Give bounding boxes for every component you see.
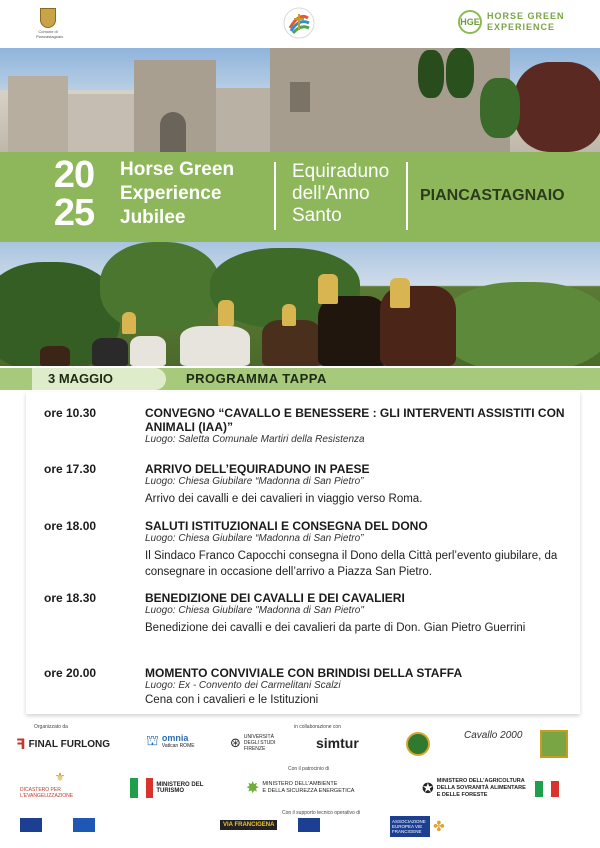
year <box>44 156 104 232</box>
event-place: Luogo: Saletta Comunale Martiri della Resistenza <box>145 434 365 445</box>
divider <box>406 162 408 230</box>
event-title: CONVEGNO “CAVALLO E BENESSERE : GLI INTERVENTI ASSISTITI CON ANIMALI (IAA)” <box>145 406 565 434</box>
italian-flag-icon <box>535 781 559 797</box>
republic-emblem-icon: ✪ <box>422 780 434 796</box>
crest-caption: Comune di Piancastagnaio <box>36 29 64 39</box>
hge-logo-line1: HORSE GREEN <box>487 11 565 21</box>
event-description: Cena con i cavalieri e le Istituzioni <box>145 694 319 706</box>
council-of-europe-icon <box>73 818 95 832</box>
hge-logo-line2: EXPERIENCE <box>487 22 556 32</box>
eu-flag-icon <box>20 818 42 832</box>
event-place: Luogo: Chiesa Giubilare "Madonna di San Pietro" <box>145 605 364 616</box>
round-association-logo <box>406 732 430 756</box>
event-time: ore 18.30 <box>44 591 97 605</box>
horseshoe-icon: ꟻ <box>16 736 26 752</box>
year-top: 20 <box>53 154 95 196</box>
min-ambiente-logo: ✸ MINISTERO DELL'AMBIENTE E DELLA SICUREZZA ENERGETICA <box>246 780 355 797</box>
event-time: ore 17.30 <box>44 462 97 476</box>
tech-support-caption: Con il supporto tecnico operativo di <box>282 810 361 816</box>
hge-logo <box>458 10 565 34</box>
event-description: Il Sindaco Franco Capocchi consegna il Dono della Città perl’evento giubilare, da consegnare in occasione dell’arrivo a Piazza San Pietro. <box>145 550 558 578</box>
eu-flag-icon <box>298 818 320 832</box>
program-title: PROGRAMMA TAPPA <box>186 371 327 386</box>
unifi-logo: ⊛ UNIVERSITÀ DEGLI STUDI FIRENZE <box>230 734 276 752</box>
event-time: ore 18.00 <box>44 519 97 533</box>
italian-flag-icon <box>130 778 153 798</box>
pilgrim-icon: ✤ <box>433 818 445 834</box>
hge-jubilee-title <box>120 158 234 230</box>
dicastero-logo: ⚜ DICASTERO PER L'EVANGELIZZAZIONE <box>20 770 74 799</box>
hge-title-line2: Experience <box>120 183 222 204</box>
equiraduno-title <box>292 161 389 227</box>
cavallo-2000-logo: Cavallo 2000 <box>464 730 523 741</box>
dome-icon: ⛫ <box>146 732 159 748</box>
event-title: SALUTI ISTITUZIONALI E CONSEGNA DEL DONO <box>145 519 428 533</box>
collaboration-caption: in collaborazione con <box>294 724 341 730</box>
min-turismo-logo: MINISTERO DEL TURISMO <box>130 778 220 798</box>
year-bottom: 25 <box>53 192 95 234</box>
patronage-caption: Con il patrocinio di <box>288 766 330 772</box>
municipality-crest-icon <box>36 8 64 39</box>
min-agricoltura-logo: ✪ MINISTERO DELL'AGRICOLTURA DELLA SOVRANITÀ ALIMENTARE E DELLE FORESTE <box>422 778 592 799</box>
program-bar <box>0 368 600 390</box>
event-title: BENEDIZIONE DEI CAVALLI E DEI CAVALIERI <box>145 591 405 605</box>
title-band <box>0 152 600 242</box>
events-panel <box>26 392 580 714</box>
divider <box>274 162 276 230</box>
event-place: Luogo: Chiesa Giubilare “Madonna di San Pietro” <box>145 476 364 487</box>
place-name: PIANCASTAGNAIO <box>420 187 565 204</box>
star-emblem-icon: ✸ <box>246 780 260 797</box>
hge-badge: HGE <box>458 10 482 34</box>
top-logo-bar <box>0 0 600 48</box>
equi-title-line1: Equiraduno <box>292 161 390 182</box>
event-place: Luogo: Ex - Convento dei Carmelitani Scalzi <box>145 680 341 691</box>
hge-title-line1: Horse Green <box>120 159 235 180</box>
event-description: Arrivo dei cavalli e dei cavalieri in viaggio verso Roma. <box>145 493 423 505</box>
sponsor-footer <box>0 718 600 848</box>
jubilee-logo-icon <box>282 6 316 40</box>
aevf-logo: ASSOCIAZIONE EUROPEA VIE FRANCIGENE ✤ <box>390 816 460 837</box>
omnia-logo: ⛫ omnia Vatican ROME <box>146 732 195 751</box>
event-description: Benedizione dei cavalli e dei cavalieri da parte di Don. Gian Pietro Guerrini <box>145 622 526 634</box>
vatican-crest-icon: ⚜ <box>54 770 66 784</box>
final-furlong-logo: ꟻ FINAL FURLONG <box>16 736 111 752</box>
via-francigena-logo: VIA FRANCIGENA <box>220 818 320 832</box>
organized-by-caption: Organizzato da <box>34 724 68 730</box>
eu-council-logo <box>20 818 95 832</box>
university-seal-icon: ⊛ <box>230 735 241 750</box>
horses-photo <box>0 242 600 366</box>
event-time: ore 10.30 <box>44 406 97 420</box>
green-badge-logo <box>540 730 568 758</box>
castle-photo <box>0 48 600 152</box>
date-pill: 3 MAGGIO <box>32 368 166 390</box>
hge-title-line3: Jubilee <box>120 207 186 228</box>
equi-title-line3: Santo <box>292 205 342 226</box>
simtur-logo: simtur <box>316 735 359 751</box>
event-title: MOMENTO CONVIVIALE CON BRINDISI DELLA STAFFA <box>145 666 463 680</box>
equi-title-line2: dell'Anno <box>292 183 370 204</box>
event-time: ore 20.00 <box>44 666 97 680</box>
event-place: Luogo: Chiesa Giubilare “Madonna di San Pietro” <box>145 533 364 544</box>
event-title: ARRIVO DELL’EQUIRADUNO IN PAESE <box>145 462 370 476</box>
